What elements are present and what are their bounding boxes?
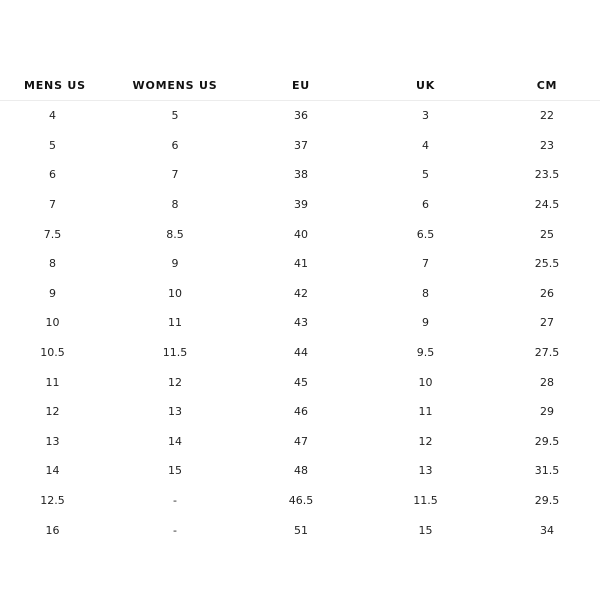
cell-womens-us: 12	[168, 375, 182, 389]
cell-uk: 9	[422, 316, 429, 330]
cell-eu: 40	[294, 227, 308, 241]
cell-eu: 46.5	[288, 494, 314, 508]
cell-eu: 36	[294, 109, 308, 123]
cell-uk: 3	[422, 109, 429, 123]
cell-uk: 7	[422, 257, 429, 271]
cell-uk: 4	[422, 138, 429, 152]
cell-mens-us: 10	[45, 316, 60, 330]
cell-cm: 27.5	[534, 346, 560, 360]
cell-mens-us: 10.5	[40, 346, 65, 360]
header-uk: UK	[357, 70, 494, 101]
table-row	[0, 101, 600, 131]
cell-cm: 29.5	[534, 434, 560, 448]
cell-womens-us: 9	[171, 257, 179, 271]
cell-uk: 6	[422, 198, 429, 212]
cell-mens-us: 6	[49, 168, 56, 182]
table-row	[0, 515, 600, 545]
header-eu: EU	[245, 70, 357, 101]
table-header-row	[0, 70, 600, 101]
cell-womens-us: -	[173, 523, 177, 537]
cell-womens-us: 11	[168, 316, 182, 330]
cell-mens-us: 12	[45, 405, 60, 419]
cell-cm: 23.5	[534, 168, 560, 182]
cell-uk: 8	[422, 286, 429, 300]
cell-uk: 13	[418, 464, 433, 478]
header-womens-us: WOMENS US	[105, 70, 245, 101]
cell-eu: 44	[294, 346, 308, 360]
header-cm: CM	[494, 70, 600, 101]
cell-womens-us: 13	[168, 405, 182, 419]
table-row	[0, 427, 600, 457]
cell-womens-us: 6	[171, 138, 179, 152]
cell-uk: 15	[418, 523, 433, 537]
size-conversion-table	[0, 70, 600, 545]
table-body	[0, 101, 600, 545]
table-row	[0, 160, 600, 190]
cell-cm: 22	[540, 109, 554, 123]
cell-womens-us: 14	[168, 434, 182, 448]
cell-mens-us: 12.5	[40, 494, 65, 508]
cell-cm: 29.5	[534, 494, 560, 508]
cell-mens-us: 14	[45, 464, 60, 478]
cell-mens-us: 4	[49, 109, 56, 123]
cell-cm: 29	[540, 405, 554, 419]
cell-uk: 6.5	[416, 227, 435, 241]
table-row	[0, 308, 600, 338]
cell-cm: 28	[540, 375, 554, 389]
table-row	[0, 279, 600, 309]
table-row	[0, 397, 600, 427]
cell-womens-us: -	[173, 494, 177, 508]
cell-eu: 42	[294, 286, 308, 300]
cell-uk: 11.5	[413, 494, 438, 508]
cell-eu: 48	[294, 464, 308, 478]
cell-mens-us: 16	[45, 523, 60, 537]
cell-uk: 12	[418, 434, 433, 448]
cell-cm: 31.5	[534, 464, 560, 478]
cell-cm: 27	[540, 316, 554, 330]
table-row	[0, 131, 600, 161]
cell-womens-us: 5	[171, 109, 179, 123]
cell-mens-us: 7.5	[43, 227, 62, 241]
table-row	[0, 249, 600, 279]
cell-mens-us: 7	[49, 198, 56, 212]
cell-uk: 10	[418, 375, 433, 389]
table-row	[0, 367, 600, 397]
cell-uk: 11	[418, 405, 433, 419]
table-row	[0, 219, 600, 249]
cell-uk: 5	[422, 168, 429, 182]
header-mens-us: MENS US	[0, 70, 105, 101]
cell-eu: 39	[294, 198, 308, 212]
cell-cm: 25	[540, 227, 554, 241]
cell-cm: 26	[540, 286, 554, 300]
table-row	[0, 456, 600, 486]
cell-mens-us: 5	[49, 138, 56, 152]
cell-mens-us: 11	[45, 375, 60, 389]
cell-cm: 25.5	[534, 257, 560, 271]
table-row	[0, 486, 600, 516]
cell-eu: 47	[294, 434, 308, 448]
cell-eu: 38	[294, 168, 308, 182]
cell-eu: 41	[294, 257, 308, 271]
cell-womens-us: 8.5	[166, 227, 184, 241]
cell-mens-us: 9	[49, 286, 56, 300]
cell-womens-us: 8	[171, 198, 179, 212]
cell-cm: 23	[540, 138, 554, 152]
cell-womens-us: 11.5	[162, 346, 188, 360]
cell-uk: 9.5	[416, 346, 435, 360]
cell-mens-us: 13	[45, 434, 60, 448]
cell-eu: 46	[294, 405, 308, 419]
cell-eu: 51	[294, 523, 308, 537]
cell-eu: 43	[294, 316, 308, 330]
cell-womens-us: 15	[168, 464, 182, 478]
cell-womens-us: 7	[171, 168, 179, 182]
cell-eu: 37	[294, 138, 308, 152]
table-row	[0, 338, 600, 368]
cell-eu: 45	[294, 375, 308, 389]
cell-womens-us: 10	[168, 286, 182, 300]
cell-cm: 34	[540, 523, 554, 537]
cell-mens-us: 8	[49, 257, 56, 271]
cell-cm: 24.5	[534, 198, 560, 212]
table-row	[0, 190, 600, 220]
